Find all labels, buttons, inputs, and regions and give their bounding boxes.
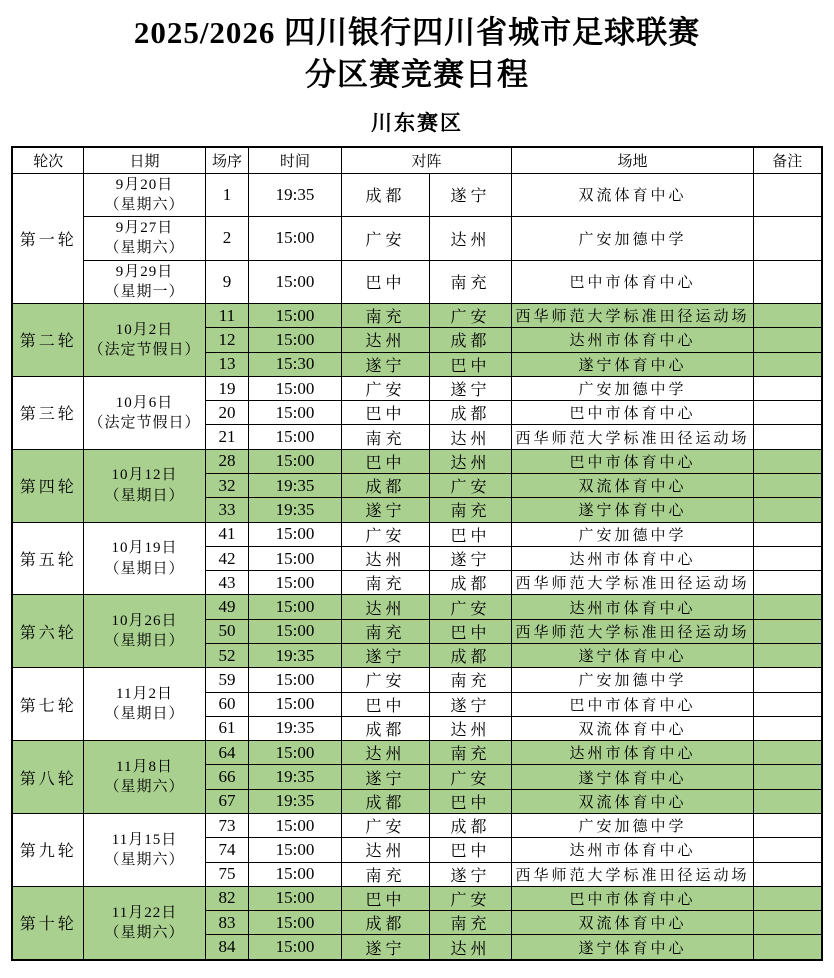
- venue-cell: 巴中市体育中心: [512, 449, 754, 473]
- col-header-round: 轮次: [12, 147, 83, 173]
- venue-cell: 双流体育中心: [512, 716, 754, 740]
- time-cell: 19:35: [248, 765, 341, 789]
- remark-cell: [754, 765, 822, 789]
- home-team-cell: 广安: [341, 813, 429, 837]
- match-row: [12, 376, 821, 400]
- home-team-cell: 广安: [341, 376, 429, 400]
- col-header-date: 日期: [83, 147, 205, 173]
- venue-cell: 巴中市体育中心: [512, 401, 754, 425]
- header-row: [12, 147, 821, 173]
- time-cell: 19:35: [248, 716, 341, 740]
- remark-cell: [754, 619, 822, 643]
- remark-cell: [754, 474, 822, 498]
- round-cell: 第九轮: [12, 813, 83, 886]
- match-no-cell: 33: [205, 498, 248, 522]
- home-team-cell: 达州: [341, 838, 429, 862]
- date-cell: [83, 595, 205, 668]
- remark-cell: [754, 813, 822, 837]
- home-team-cell: 南充: [341, 304, 429, 328]
- col-header-remark: 备注: [754, 147, 822, 173]
- time-cell: 15:00: [248, 401, 341, 425]
- date-line-1: 10月6日: [115, 394, 174, 411]
- date-line-1: 10月26日: [111, 613, 178, 630]
- away-team-cell: 成都: [429, 643, 511, 667]
- remark-cell: [754, 401, 822, 425]
- home-team-cell: 巴中: [341, 260, 429, 304]
- time-cell: 15:30: [248, 352, 341, 376]
- away-team-cell: 遂宁: [429, 546, 511, 570]
- home-team-cell: 遂宁: [341, 935, 429, 960]
- home-team-cell: 遂宁: [341, 498, 429, 522]
- time-cell: 15:00: [248, 376, 341, 400]
- match-no-cell: 32: [205, 474, 248, 498]
- remark-cell: [754, 886, 822, 910]
- remark-cell: [754, 173, 822, 217]
- round-cell: 第二轮: [12, 304, 83, 377]
- remark-cell: [754, 595, 822, 619]
- match-no-cell: 1: [205, 173, 248, 217]
- venue-cell: 西华师范大学标准田径运动场: [512, 425, 754, 449]
- section-title: 川东赛区: [371, 111, 463, 135]
- venue-cell: 广安加德中学: [512, 217, 754, 261]
- home-team-cell: 南充: [341, 425, 429, 449]
- match-no-cell: 20: [205, 401, 248, 425]
- away-team-cell: 南充: [429, 498, 511, 522]
- round-cell: 第六轮: [12, 595, 83, 668]
- date-line-1: 9月29日: [115, 263, 174, 280]
- remark-cell: [754, 838, 822, 862]
- match-no-cell: 2: [205, 217, 248, 261]
- home-team-cell: 南充: [341, 619, 429, 643]
- venue-cell: 遂宁体育中心: [512, 498, 754, 522]
- date-cell: [83, 449, 205, 522]
- home-team-cell: 广安: [341, 668, 429, 692]
- time-cell: 19:35: [248, 173, 341, 217]
- date-line-1: 11月8日: [116, 758, 173, 775]
- round-cell: 第三轮: [12, 376, 83, 449]
- match-no-cell: 67: [205, 789, 248, 813]
- match-no-cell: 83: [205, 911, 248, 935]
- away-team-cell: 达州: [429, 217, 511, 261]
- venue-cell: 遂宁体育中心: [512, 643, 754, 667]
- time-cell: 19:35: [248, 498, 341, 522]
- match-no-cell: 60: [205, 692, 248, 716]
- match-no-cell: 82: [205, 886, 248, 910]
- home-team-cell: 广安: [341, 217, 429, 261]
- away-team-cell: 成都: [429, 401, 511, 425]
- time-cell: 19:35: [248, 789, 341, 813]
- time-cell: 15:00: [248, 425, 341, 449]
- remark-cell: [754, 376, 822, 400]
- round-cell: 第八轮: [12, 741, 83, 814]
- match-no-cell: 43: [205, 571, 248, 595]
- venue-cell: 西华师范大学标准田径运动场: [512, 571, 754, 595]
- home-team-cell: 巴中: [341, 692, 429, 716]
- time-cell: 19:35: [248, 643, 341, 667]
- venue-cell: 双流体育中心: [512, 474, 754, 498]
- venue-cell: 广安加德中学: [512, 522, 754, 546]
- remark-cell: [754, 789, 822, 813]
- match-no-cell: 52: [205, 643, 248, 667]
- date-line-2: （星期日）: [104, 487, 185, 504]
- venue-cell: 巴中市体育中心: [512, 260, 754, 304]
- away-team-cell: 成都: [429, 813, 511, 837]
- match-no-cell: 61: [205, 716, 248, 740]
- time-cell: 15:00: [248, 911, 341, 935]
- venue-cell: 达州市体育中心: [512, 328, 754, 352]
- home-team-cell: 成都: [341, 474, 429, 498]
- away-team-cell: 巴中: [429, 352, 511, 376]
- venue-cell: 西华师范大学标准田径运动场: [512, 619, 754, 643]
- away-team-cell: 南充: [429, 741, 511, 765]
- time-cell: 15:00: [248, 217, 341, 261]
- home-team-cell: 遂宁: [341, 352, 429, 376]
- away-team-cell: 南充: [429, 260, 511, 304]
- col-header-time: 时间: [248, 147, 341, 173]
- match-no-cell: 19: [205, 376, 248, 400]
- time-cell: 15:00: [248, 522, 341, 546]
- date-line-1: 9月20日: [115, 176, 174, 193]
- venue-cell: 广安加德中学: [512, 668, 754, 692]
- date-line-1: 11月2日: [116, 685, 173, 702]
- remark-cell: [754, 716, 822, 740]
- venue-cell: 达州市体育中心: [512, 546, 754, 570]
- away-team-cell: 南充: [429, 911, 511, 935]
- remark-cell: [754, 304, 822, 328]
- match-no-cell: 42: [205, 546, 248, 570]
- date-line-2: （星期日）: [104, 633, 185, 650]
- remark-cell: [754, 643, 822, 667]
- date-cell: [83, 813, 205, 886]
- date-line-2: （法定节假日）: [88, 341, 201, 358]
- match-row: [12, 522, 821, 546]
- remark-cell: [754, 522, 822, 546]
- time-cell: 15:00: [248, 571, 341, 595]
- match-row: [12, 741, 821, 765]
- away-team-cell: 广安: [429, 765, 511, 789]
- away-team-cell: 成都: [429, 328, 511, 352]
- away-team-cell: 广安: [429, 595, 511, 619]
- date-cell: [83, 886, 205, 960]
- time-cell: 15:00: [248, 838, 341, 862]
- time-cell: 15:00: [248, 449, 341, 473]
- away-team-cell: 达州: [429, 449, 511, 473]
- remark-cell: [754, 668, 822, 692]
- date-line-2: （星期六）: [104, 851, 185, 868]
- round-cell: 第五轮: [12, 522, 83, 595]
- venue-cell: 双流体育中心: [512, 173, 754, 217]
- venue-cell: 广安加德中学: [512, 376, 754, 400]
- match-no-cell: 74: [205, 838, 248, 862]
- home-team-cell: 南充: [341, 571, 429, 595]
- away-team-cell: 广安: [429, 474, 511, 498]
- date-line-1: 11月22日: [111, 904, 178, 921]
- col-header-venue: 场地: [512, 147, 754, 173]
- time-cell: 15:00: [248, 692, 341, 716]
- home-team-cell: 成都: [341, 173, 429, 217]
- venue-cell: 西华师范大学标准田径运动场: [512, 862, 754, 886]
- home-team-cell: 达州: [341, 741, 429, 765]
- match-no-cell: 9: [205, 260, 248, 304]
- time-cell: 15:00: [248, 813, 341, 837]
- venue-cell: 巴中市体育中心: [512, 692, 754, 716]
- match-no-cell: 13: [205, 352, 248, 376]
- remark-cell: [754, 935, 822, 960]
- time-cell: 15:00: [248, 546, 341, 570]
- time-cell: 15:00: [248, 304, 341, 328]
- date-line-1: 10月19日: [111, 540, 178, 557]
- remark-cell: [754, 546, 822, 570]
- home-team-cell: 成都: [341, 716, 429, 740]
- date-line-2: （星期一）: [104, 283, 185, 300]
- date-line-2: （星期日）: [104, 560, 185, 577]
- venue-cell: 达州市体育中心: [512, 741, 754, 765]
- schedule-table: [11, 146, 822, 961]
- match-no-cell: 49: [205, 595, 248, 619]
- remark-cell: [754, 911, 822, 935]
- venue-cell: 双流体育中心: [512, 789, 754, 813]
- date-line-2: （星期日）: [104, 706, 185, 723]
- away-team-cell: 广安: [429, 304, 511, 328]
- match-row: [12, 260, 821, 304]
- away-team-cell: 达州: [429, 716, 511, 740]
- remark-cell: [754, 741, 822, 765]
- match-no-cell: 50: [205, 619, 248, 643]
- time-cell: 15:00: [248, 886, 341, 910]
- date-line-2: （星期六）: [104, 779, 185, 796]
- remark-cell: [754, 862, 822, 886]
- remark-cell: [754, 217, 822, 261]
- away-team-cell: 遂宁: [429, 173, 511, 217]
- time-cell: 15:00: [248, 935, 341, 960]
- venue-cell: 巴中市体育中心: [512, 886, 754, 910]
- col-header-matchup: 对阵: [341, 147, 511, 173]
- time-cell: 15:00: [248, 260, 341, 304]
- date-cell: [83, 376, 205, 449]
- remark-cell: [754, 260, 822, 304]
- date-cell: [83, 304, 205, 377]
- away-team-cell: 达州: [429, 425, 511, 449]
- match-row: [12, 217, 821, 261]
- title-line-2: 分区赛竞赛日程: [305, 57, 529, 92]
- remark-cell: [754, 328, 822, 352]
- remark-cell: [754, 498, 822, 522]
- date-line-2: （法定节假日）: [88, 414, 201, 431]
- match-no-cell: 66: [205, 765, 248, 789]
- date-cell: [83, 260, 205, 304]
- venue-cell: 西华师范大学标准田径运动场: [512, 304, 754, 328]
- date-cell: [83, 741, 205, 814]
- schedule-table-body: [12, 173, 821, 960]
- away-team-cell: 巴中: [429, 619, 511, 643]
- home-team-cell: 达州: [341, 595, 429, 619]
- date-line-2: （星期六）: [104, 924, 185, 941]
- date-cell: [83, 668, 205, 741]
- time-cell: 19:35: [248, 474, 341, 498]
- venue-cell: 双流体育中心: [512, 911, 754, 935]
- home-team-cell: 成都: [341, 911, 429, 935]
- away-team-cell: 遂宁: [429, 376, 511, 400]
- home-team-cell: 遂宁: [341, 765, 429, 789]
- away-team-cell: 巴中: [429, 789, 511, 813]
- time-cell: 15:00: [248, 668, 341, 692]
- round-cell: 第四轮: [12, 449, 83, 522]
- round-cell: 第十轮: [12, 886, 83, 960]
- venue-cell: 遂宁体育中心: [512, 935, 754, 960]
- away-team-cell: 遂宁: [429, 862, 511, 886]
- home-team-cell: 巴中: [341, 449, 429, 473]
- match-no-cell: 84: [205, 935, 248, 960]
- match-no-cell: 41: [205, 522, 248, 546]
- date-line-1: 10月12日: [111, 467, 178, 484]
- venue-cell: 遂宁体育中心: [512, 765, 754, 789]
- round-cell: 第一轮: [12, 173, 83, 304]
- title-line-1: 2025/2026 四川银行四川省城市足球联赛: [133, 15, 701, 50]
- match-no-cell: 59: [205, 668, 248, 692]
- venue-cell: 达州市体育中心: [512, 595, 754, 619]
- date-line-2: （星期六）: [104, 196, 185, 213]
- away-team-cell: 巴中: [429, 838, 511, 862]
- away-team-cell: 遂宁: [429, 692, 511, 716]
- match-no-cell: 73: [205, 813, 248, 837]
- date-line-1: 9月27日: [115, 220, 174, 237]
- home-team-cell: 遂宁: [341, 643, 429, 667]
- time-cell: 15:00: [248, 741, 341, 765]
- venue-cell: 达州市体育中心: [512, 838, 754, 862]
- col-header-match-no: 场序: [205, 147, 248, 173]
- remark-cell: [754, 449, 822, 473]
- venue-cell: 广安加德中学: [512, 813, 754, 837]
- time-cell: 15:00: [248, 595, 341, 619]
- time-cell: 15:00: [248, 328, 341, 352]
- match-row: [12, 886, 821, 910]
- away-team-cell: 南充: [429, 668, 511, 692]
- match-no-cell: 11: [205, 304, 248, 328]
- date-cell: [83, 522, 205, 595]
- away-team-cell: 广安: [429, 886, 511, 910]
- venue-cell: 遂宁体育中心: [512, 352, 754, 376]
- home-team-cell: 达州: [341, 328, 429, 352]
- match-row: [12, 173, 821, 217]
- match-row: [12, 449, 821, 473]
- home-team-cell: 巴中: [341, 886, 429, 910]
- page-title: [0, 0, 834, 96]
- away-team-cell: 成都: [429, 571, 511, 595]
- away-team-cell: 达州: [429, 935, 511, 960]
- match-row: [12, 813, 821, 837]
- round-cell: 第七轮: [12, 668, 83, 741]
- match-no-cell: 21: [205, 425, 248, 449]
- home-team-cell: 达州: [341, 546, 429, 570]
- date-line-1: 11月15日: [111, 831, 178, 848]
- time-cell: 15:00: [248, 619, 341, 643]
- match-no-cell: 28: [205, 449, 248, 473]
- match-row: [12, 595, 821, 619]
- match-row: [12, 304, 821, 328]
- home-team-cell: 广安: [341, 522, 429, 546]
- match-row: [12, 668, 821, 692]
- match-no-cell: 12: [205, 328, 248, 352]
- match-no-cell: 75: [205, 862, 248, 886]
- away-team-cell: 巴中: [429, 522, 511, 546]
- remark-cell: [754, 425, 822, 449]
- date-cell: [83, 217, 205, 261]
- remark-cell: [754, 571, 822, 595]
- date-line-2: （星期六）: [104, 240, 185, 257]
- time-cell: 15:00: [248, 862, 341, 886]
- match-no-cell: 64: [205, 741, 248, 765]
- date-line-1: 10月2日: [115, 321, 174, 338]
- remark-cell: [754, 692, 822, 716]
- home-team-cell: 南充: [341, 862, 429, 886]
- date-cell: [83, 173, 205, 217]
- home-team-cell: 巴中: [341, 401, 429, 425]
- home-team-cell: 成都: [341, 789, 429, 813]
- remark-cell: [754, 352, 822, 376]
